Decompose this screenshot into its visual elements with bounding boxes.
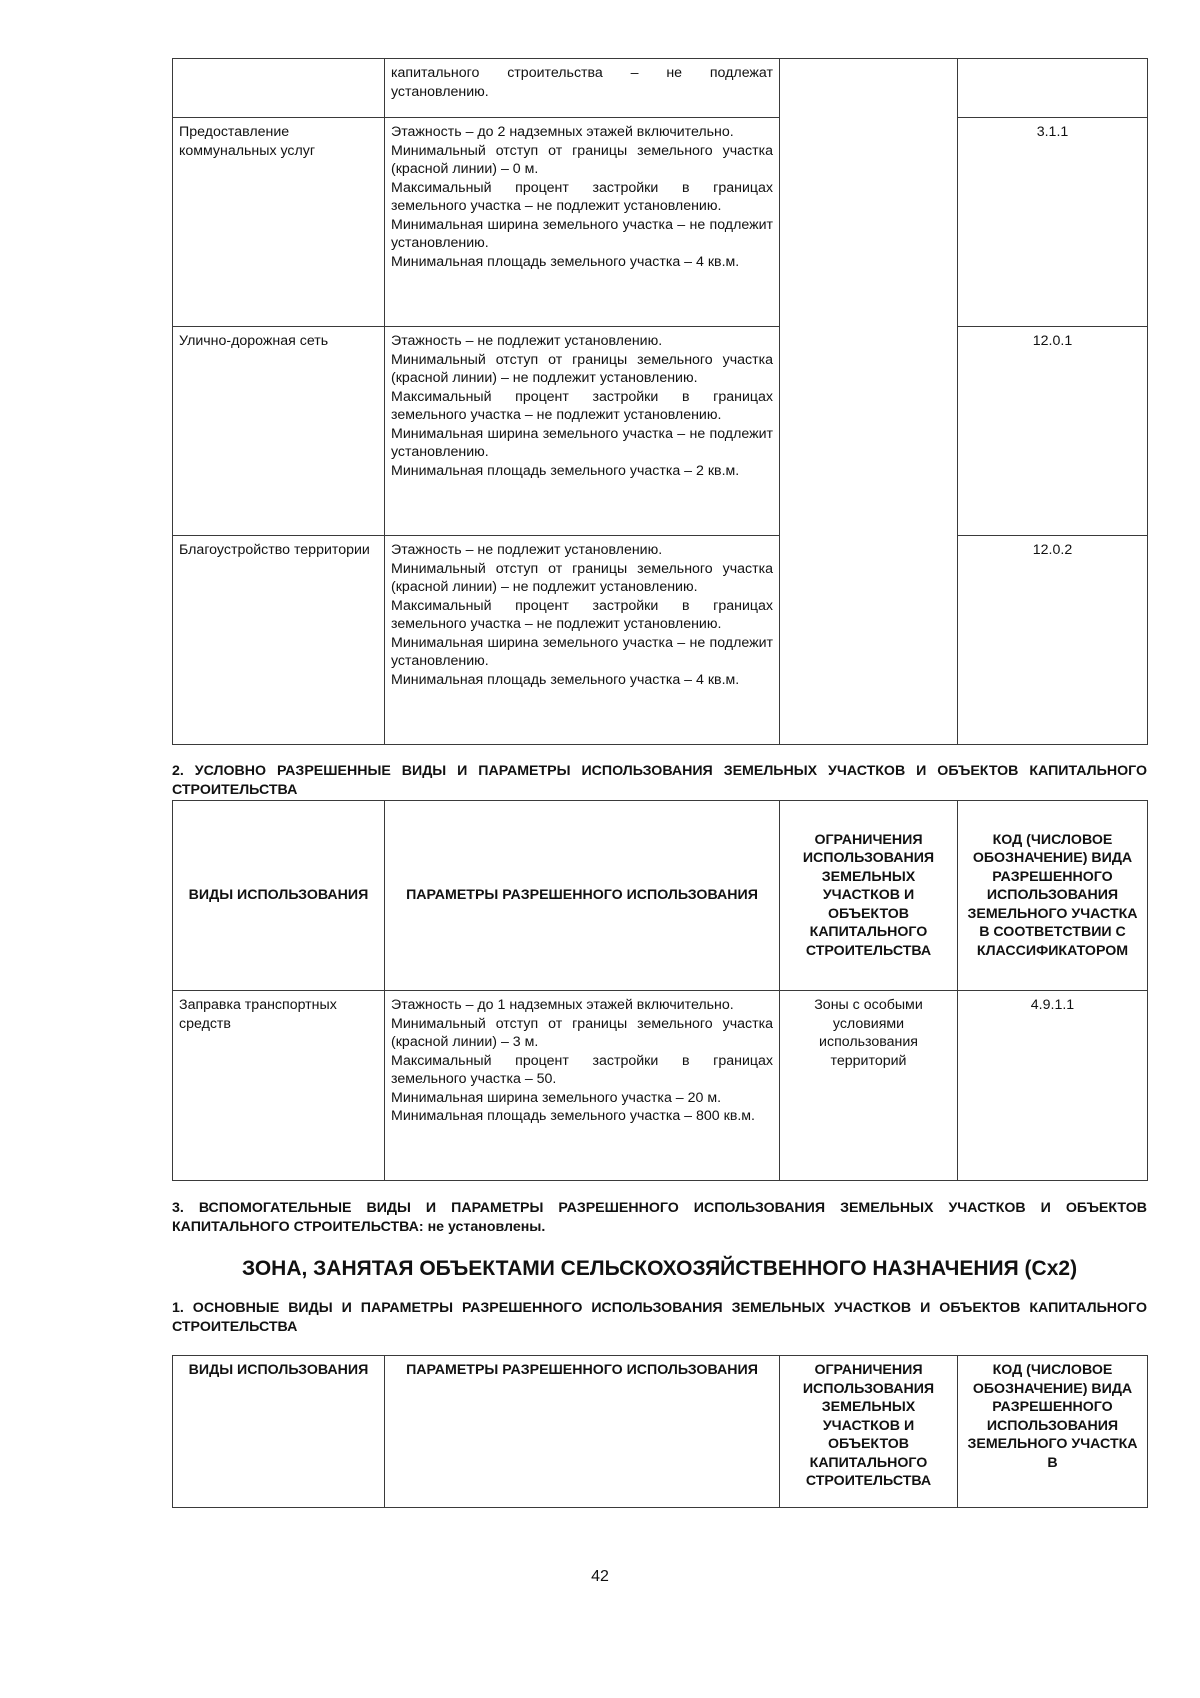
column-header-kind: ВИДЫ ИСПОЛЬЗОВАНИЯ <box>173 801 385 991</box>
param-line: Минимальный отступ от границы земельного участка (красной линии) – не подлежит установлению. <box>391 560 773 595</box>
param-line: Минимальный отступ от границы земельного участка (красной линии) – не подлежит установлению. <box>391 351 773 386</box>
code-cell: 12.0.2 <box>958 536 1148 745</box>
page-number: 42 <box>591 1568 609 1585</box>
params-cell <box>385 118 780 327</box>
use-kind-cell: Улично-дорожная сеть <box>173 327 385 536</box>
param-line: Этажность – не подлежит установлению. <box>391 333 663 349</box>
params-cell <box>385 59 780 118</box>
param-line: Этажность – до 1 надземных этажей включительно. <box>391 997 734 1013</box>
use-kind-cell: Предоставление коммунальных услуг <box>173 118 385 327</box>
param-line: Максимальный процент застройки в границах земельного участка – не подлежит установлению. <box>391 388 773 423</box>
params-cell <box>385 991 780 1181</box>
use-kind-cell <box>173 59 385 118</box>
restriction-cell <box>780 59 958 745</box>
code-cell: 4.9.1.1 <box>958 991 1148 1181</box>
column-header-kind: ВИДЫ ИСПОЛЬЗОВАНИЯ <box>173 1356 385 1508</box>
table-header-row <box>173 1356 1148 1508</box>
param-line: Минимальная ширина земельного участка – не подлежит установлению. <box>391 634 773 669</box>
params-cell <box>385 327 780 536</box>
zone-title: ЗОНА, ЗАНЯТАЯ ОБЪЕКТАМИ СЕЛЬСКОХОЗЯЙСТВЕННОГО НАЗНАЧЕНИЯ (Сх2) <box>241 1257 1078 1280</box>
conditional-uses-table <box>172 800 1148 1181</box>
column-header-params: ПАРАМЕТРЫ РАЗРЕШЕННОГО ИСПОЛЬЗОВАНИЯ <box>385 1356 780 1508</box>
main-uses-table-continued <box>172 58 1148 745</box>
section-heading-auxiliary-uses <box>172 1199 1147 1236</box>
param-line: Минимальная площадь земельного участка – 2 кв.м. <box>391 462 740 479</box>
param-line: Максимальный процент застройки в границах земельного участка – не подлежит установлению. <box>391 597 773 632</box>
param-line: Минимальная ширина земельного участка – не подлежит установлению. <box>391 216 773 251</box>
column-header-restriction: ОГРАНИЧЕНИЯ ИСПОЛЬЗОВАНИЯ ЗЕМЕЛЬНЫХ УЧАСТКОВ И ОБЪЕКТОВ КАПИТАЛЬНОГО СТРОИТЕЛЬСТВА <box>780 801 958 991</box>
section-heading-status: не установлены. <box>423 1218 546 1235</box>
column-header-restriction: ОГРАНИЧЕНИЯ ИСПОЛЬЗОВАНИЯ ЗЕМЕЛЬНЫХ УЧАСТКОВ И ОБЪЕКТОВ КАПИТАЛЬНОГО СТРОИТЕЛЬСТВА <box>780 1356 958 1508</box>
param-line: капитального строительства – не подлежат установлению. <box>391 65 773 100</box>
param-line: Минимальный отступ от границы земельного участка (красной линии) – 3 м. <box>391 1015 773 1050</box>
table-row <box>173 118 1148 327</box>
params-cell <box>385 536 780 745</box>
column-header-params: ПАРАМЕТРЫ РАЗРЕШЕННОГО ИСПОЛЬЗОВАНИЯ <box>385 801 780 991</box>
column-header-code: КОД (ЧИСЛОВОЕ ОБОЗНАЧЕНИЕ) ВИДА РАЗРЕШЕННОГО ИСПОЛЬЗОВАНИЯ ЗЕМЕЛЬНОГО УЧАСТКА В <box>958 1356 1148 1508</box>
param-line: Этажность – до 2 надземных этажей включительно. <box>391 124 734 140</box>
table-row <box>173 327 1148 536</box>
param-line: Минимальная площадь земельного участка – 4 кв.м. <box>391 671 740 688</box>
column-header-code: КОД (ЧИСЛОВОЕ ОБОЗНАЧЕНИЕ) ВИДА РАЗРЕШЕННОГО ИСПОЛЬЗОВАНИЯ ЗЕМЕЛЬНОГО УЧАСТКА В СООТВЕТСТВИИ С КЛАССИФИКАТОРОМ <box>958 801 1148 991</box>
param-line: Этажность – не подлежит установлению. <box>391 542 663 558</box>
param-line: Минимальный отступ от границы земельного участка (красной линии) – 0 м. <box>391 142 773 177</box>
section-heading-main-uses: 1. ОСНОВНЫЕ ВИДЫ И ПАРАМЕТРЫ РАЗРЕШЕННОГО ИСПОЛЬЗОВАНИЯ ЗЕМЕЛЬНЫХ УЧАСТКОВ И ОБЪЕКТОВ КАПИТАЛЬНОГО СТРОИТЕЛЬСТВА <box>172 1300 1147 1335</box>
param-line: Минимальная площадь земельного участка – 800 кв.м. <box>391 1108 755 1124</box>
param-line: Минимальная ширина земельного участка – 20 м. <box>391 1089 722 1106</box>
code-cell: 3.1.1 <box>958 118 1148 327</box>
main-uses-table <box>172 1355 1148 1508</box>
param-line: Минимальная ширина земельного участка – не подлежит установлению. <box>391 425 773 460</box>
use-kind-cell: Благоустройство территории <box>173 536 385 745</box>
param-line: Максимальный процент застройки в границах земельного участка – 50. <box>391 1052 773 1087</box>
table-row <box>173 536 1148 745</box>
code-cell <box>958 59 1148 118</box>
restriction-cell: Зоны с особыми условиями использования территорий <box>780 991 958 1181</box>
param-line: Максимальный процент застройки в границах земельного участка – не подлежит установлению. <box>391 179 773 214</box>
code-cell: 12.0.1 <box>958 327 1148 536</box>
use-kind-cell: Заправка транспортных средств <box>173 991 385 1181</box>
table-row <box>173 991 1148 1181</box>
section-heading-text: 3. ВСПОМОГАТЕЛЬНЫЕ ВИДЫ И ПАРАМЕТРЫ РАЗРЕШЕННОГО ИСПОЛЬЗОВАНИЯ ЗЕМЕЛЬНЫХ УЧАСТКОВ И ОБЪЕКТОВ КАПИТАЛЬНОГО СТРОИТЕЛЬСТВА: <box>172 1200 1147 1235</box>
param-line: Минимальная площадь земельного участка – 4 кв.м. <box>391 253 740 270</box>
section-heading-conditional-uses: 2. УСЛОВНО РАЗРЕШЕННЫЕ ВИДЫ И ПАРАМЕТРЫ ИСПОЛЬЗОВАНИЯ ЗЕМЕЛЬНЫХ УЧАСТКОВ И ОБЪЕКТОВ КАПИТАЛЬНОГО СТРОИТЕЛЬСТВА <box>172 763 1147 798</box>
table-row <box>173 59 1148 118</box>
table-header-row <box>173 801 1148 991</box>
